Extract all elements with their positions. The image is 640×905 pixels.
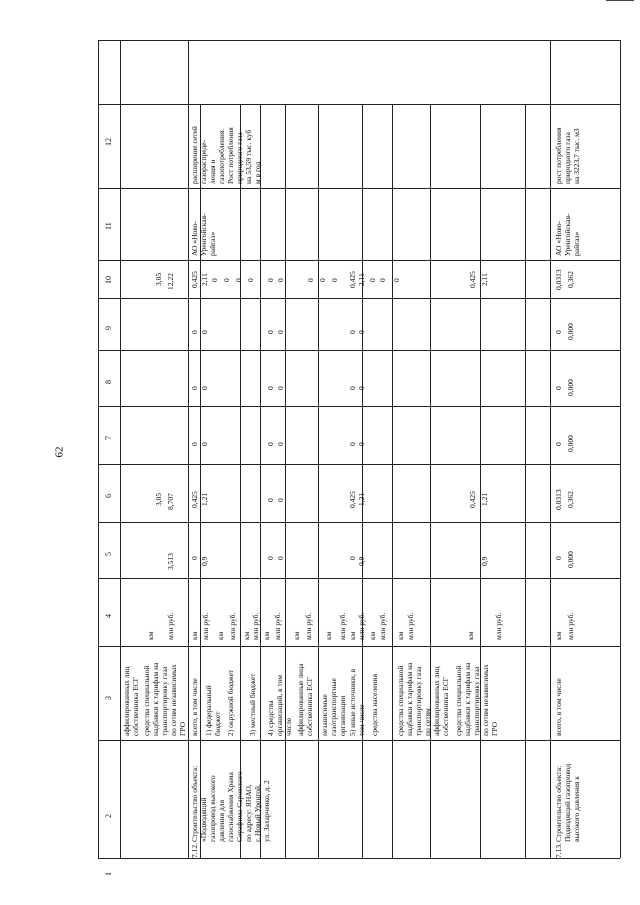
page-number: 62 (53, 446, 66, 458)
operator-name: АО «Ново- (554, 221, 563, 256)
source-label: по сетям независимых (481, 664, 490, 736)
cell-value: 0 (348, 442, 357, 446)
unit: млн руб. (166, 612, 175, 640)
source-label: собственника ЕСГ (131, 676, 140, 736)
cell-value: 0 (266, 330, 275, 334)
cell-value: 0,000 (566, 323, 575, 340)
unit: млн руб. (251, 612, 260, 640)
cell-value: 0 (392, 278, 401, 282)
note-line: на 53,59 тыс. куб (244, 129, 253, 184)
source-label: аффилированных лиц (122, 666, 131, 736)
cell-value: 12,22 (166, 273, 175, 290)
object-line: газопровод высокого (208, 775, 217, 842)
cell-value: 0 (266, 278, 275, 282)
source-label: независимые (320, 694, 329, 736)
cell-value: 0 (276, 278, 285, 282)
header-num: 5 (104, 552, 113, 556)
object-line: газоснабжения Храма (226, 772, 235, 842)
cell-value: 0 (348, 556, 357, 560)
table-line (98, 298, 620, 299)
source-label: средства специальной (142, 665, 151, 736)
table-line (550, 40, 551, 858)
table-line (430, 104, 431, 858)
table-line (362, 104, 363, 858)
cell-value: 0 (222, 278, 231, 282)
source-label: всего, в том числе (554, 678, 563, 736)
cell-value: 0,425 (468, 491, 477, 508)
unit: км (216, 631, 225, 640)
cell-value: 0 (348, 330, 357, 334)
unit: км (262, 631, 271, 640)
table-line (480, 104, 481, 858)
unit: км (348, 631, 357, 640)
table-line (98, 578, 620, 579)
unit: км (368, 631, 377, 640)
header-num: 12 (104, 138, 113, 146)
note-line: расширение сетей (190, 126, 199, 184)
note-line: м в год (253, 161, 262, 184)
cell-value: 1,21 (357, 492, 366, 506)
cell-value: 0 (266, 556, 275, 560)
operator-name: Уренгойская- (563, 213, 572, 256)
object-line: Подводящий газопровод (563, 763, 572, 842)
cell-value: 0 (234, 278, 243, 282)
cell-value: 0 (210, 278, 219, 282)
source-label: том числе (357, 704, 366, 736)
source-label: 5) иные источники, в (348, 668, 357, 736)
cell-value: 0 (276, 442, 285, 446)
header-num: 7 (104, 436, 113, 440)
object-line: Строительство объекта: (554, 765, 563, 842)
source-label: ГРО (178, 721, 187, 736)
operator-name: Уренгойская- (199, 213, 208, 256)
cell-value: 1,21 (480, 492, 489, 506)
header-num: 2 (104, 814, 113, 818)
cell-value: 0 (357, 386, 366, 390)
cell-value: 0,0313 (554, 269, 563, 290)
cell-value: 0 (190, 556, 199, 560)
object-line: давления для (217, 799, 226, 842)
rotated-table (80, 40, 620, 876)
unit: км (190, 631, 199, 640)
cell-value: 0 (554, 330, 563, 334)
object-line: по адресу: ЯНАО, (244, 784, 253, 842)
cell-value: 0 (266, 386, 275, 390)
cell-value: 0 (330, 278, 339, 282)
source-label: транспортировку газа (414, 666, 423, 736)
cell-value: 0 (190, 386, 199, 390)
source-label: газотранспортные (329, 678, 338, 736)
table-line (98, 188, 620, 189)
operator-name: райгаз» (208, 231, 217, 256)
source-label: организаций, в том (275, 675, 284, 736)
unit: млн руб. (357, 612, 366, 640)
source-label: 2) окружной бюджет (226, 669, 235, 736)
unit: млн руб. (338, 612, 347, 640)
cell-value: 0 (368, 278, 377, 282)
table-line (98, 464, 620, 465)
object-line: Серафима Саровского (235, 771, 244, 842)
table-line (240, 104, 241, 858)
unit: км (466, 631, 475, 640)
cell-value: 0,9 (480, 556, 489, 566)
cell-value: 0,425 (348, 271, 357, 288)
cell-value: 8,707 (166, 493, 175, 510)
cell-value: 0,362 (566, 491, 575, 508)
cell-value: 0 (266, 498, 275, 502)
note-line: газопотребления. (217, 128, 226, 184)
source-label: по сетям независимых (169, 664, 178, 736)
row-number: 7.12. (190, 843, 199, 858)
source-label: по сетям (423, 708, 432, 736)
note-line: Рост потребления (226, 127, 235, 184)
object-line: «Подводящий (199, 797, 208, 842)
operator-name: АО «Ново- (190, 221, 199, 256)
object-line: г. Новый Уренгой, (253, 784, 262, 842)
table-line (525, 104, 526, 858)
table-line (98, 104, 620, 105)
table-line (318, 104, 319, 858)
cell-value: 2,11 (480, 273, 489, 286)
source-label: бюджет (213, 711, 222, 736)
cell-value: 3,05 (154, 272, 163, 286)
note-line: на 3223,7 тыс. м3 (572, 128, 581, 184)
source-label: средства специальной (454, 665, 463, 736)
table-line (98, 646, 620, 647)
table-line (98, 522, 620, 523)
cell-value: 0 (318, 278, 327, 282)
operator-name: райгаз» (572, 231, 581, 256)
table-line (188, 40, 189, 858)
note-line: газораспреде- (199, 139, 208, 184)
cell-value: 0 (378, 278, 387, 282)
source-label: организации (338, 695, 347, 736)
table-line (120, 40, 121, 858)
unit: млн руб. (566, 612, 575, 640)
source-label: 4) средства (266, 700, 275, 736)
source-label: всего, в том числе (190, 678, 199, 736)
cell-value: 0 (357, 442, 366, 446)
table-line (260, 104, 261, 858)
cell-value: 0,000 (566, 435, 575, 452)
cell-value: 0,000 (566, 379, 575, 396)
source-label: надбавки к тарифам на (151, 662, 160, 736)
cell-value: 0 (200, 330, 209, 334)
unit: км (242, 631, 251, 640)
unit: млн руб. (494, 612, 503, 640)
table-line (98, 740, 620, 741)
cell-value: 0,9 (200, 556, 209, 566)
unit: млн руб. (228, 612, 237, 640)
object-line: ул. Захарченко, д. 2 (262, 780, 271, 842)
source-label: надбавки к тарифам на (463, 662, 472, 736)
cell-value: 0,425 (190, 491, 199, 508)
cell-value: 0 (357, 330, 366, 334)
cell-value: 0,425 (348, 491, 357, 508)
note-line: природного газа (235, 132, 244, 184)
table-line (98, 40, 620, 41)
table-line (98, 406, 620, 407)
object-line: Строительство объекта: (190, 765, 199, 842)
unit: млн руб. (378, 612, 387, 640)
table-line (285, 104, 286, 858)
source-label: транспортировку газа (160, 666, 169, 736)
unit: млн руб. (201, 612, 210, 640)
cell-value: 0 (554, 556, 563, 560)
header-num: 4 (104, 614, 113, 618)
source-label: транспортировку газа (472, 666, 481, 736)
cell-value: 0,9 (357, 556, 366, 566)
cell-value: 0 (276, 498, 285, 502)
cell-value: 0 (306, 278, 315, 282)
cell-value: 0 (276, 556, 285, 560)
cell-value: 0 (266, 442, 275, 446)
cell-value: 0 (554, 442, 563, 446)
cell-value: 0 (200, 386, 209, 390)
cell-value: 0,362 (566, 271, 575, 288)
unit: км (324, 631, 333, 640)
cell-value: 0 (276, 386, 285, 390)
table-line (392, 104, 393, 858)
cell-value: 3,05 (154, 492, 163, 506)
cell-value: 0 (246, 278, 255, 282)
cell-value: 0 (190, 330, 199, 334)
unit: км (554, 631, 563, 640)
table-line (98, 40, 99, 858)
source-label: собственника ЕСГ (305, 676, 314, 736)
header-num: 3 (104, 696, 113, 700)
source-label: аффилированных лиц (432, 666, 441, 736)
table-line (98, 858, 620, 859)
header-num: 9 (104, 326, 113, 330)
cell-value: 0 (554, 386, 563, 390)
source-label: ГРО (490, 721, 499, 736)
cell-value: 2,11 (357, 273, 366, 286)
source-label: средства специальной (396, 665, 405, 736)
header-num: 1 (104, 872, 113, 876)
cell-value: 0,0313 (554, 489, 563, 510)
cell-value: 0,000 (566, 551, 575, 568)
header-num: 6 (104, 494, 113, 498)
cell-value: 0,425 (190, 271, 199, 288)
cell-value: 0,425 (468, 271, 477, 288)
object-line: высокого давления к (572, 776, 581, 842)
note-line: рост потребления (554, 127, 563, 184)
cell-value: 0 (190, 442, 199, 446)
header-num: 11 (104, 222, 113, 230)
source-label: собственника ЕСГ (441, 676, 450, 736)
unit: млн руб. (406, 612, 415, 640)
header-num: 8 (104, 380, 113, 384)
source-label: 1) федеральный (204, 685, 213, 736)
unit: км (146, 631, 155, 640)
cell-value: 0 (348, 386, 357, 390)
unit: млн руб. (273, 612, 282, 640)
note-line: ления и (208, 159, 217, 184)
cell-value: 1,21 (200, 492, 209, 506)
cell-value: 3,513 (166, 553, 175, 570)
source-label: средства населения (370, 673, 379, 736)
source-label: надбавки к тарифам на (405, 662, 414, 736)
cell-value: 0 (200, 442, 209, 446)
unit: млн руб. (304, 612, 313, 640)
cell-value: 0 (276, 330, 285, 334)
source-label: числе (284, 717, 293, 736)
unit: км (292, 631, 301, 640)
note-line: природного газа (563, 132, 572, 184)
cell-value: 2,11 (200, 273, 209, 286)
table-line (98, 260, 620, 261)
header-num: 10 (104, 276, 113, 284)
source-label: 3) местный бюджет (248, 673, 257, 736)
table-line (98, 350, 620, 351)
row-number: 7.13. (554, 843, 563, 858)
table-line (620, 40, 621, 858)
corner-mark (606, 0, 634, 1)
unit: км (396, 631, 405, 640)
source-label: аффилированные лица (296, 663, 305, 736)
